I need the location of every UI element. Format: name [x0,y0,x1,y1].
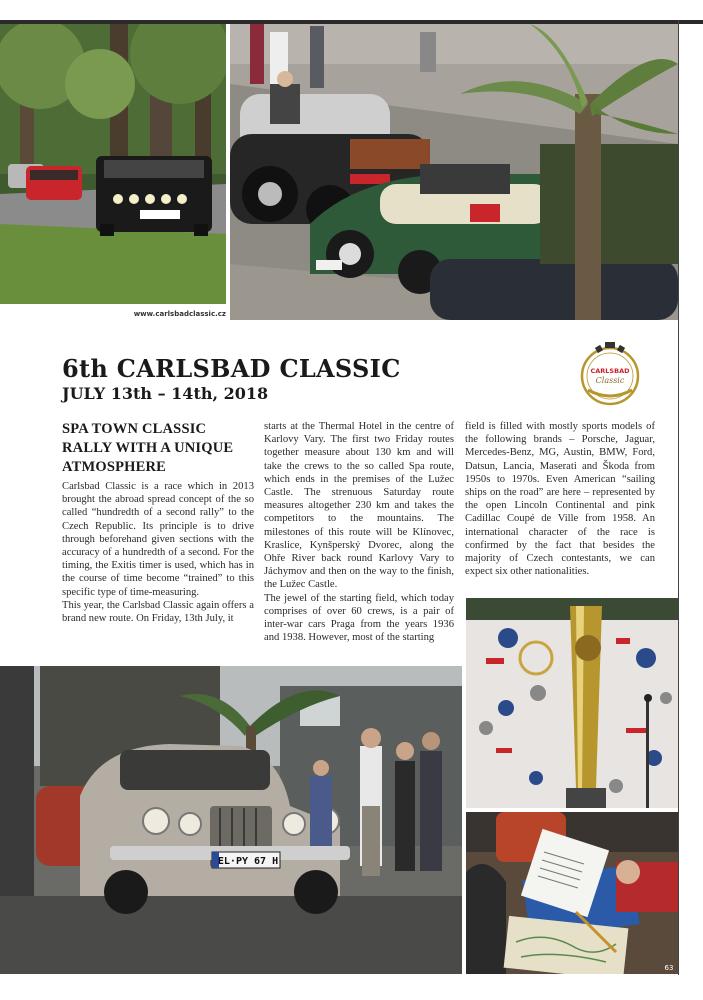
photo-vintage-cars-parade [230,24,678,320]
paragraph: starts at the Thermal Hotel in the centre of Karlovy Vary. The first two Friday routes together measure about 130 km and will take the crews to the so called Spa route, which ends in the premises of the Lužec Castle. The strenuous Saturday route measures altogether 230 km and takes the competitors to the mountains. The milestones of this route will be Klínovec, Kraslice, Kynšperský Dvorec, along the Ohře River back round Karlovy Vary to Jáchymov and then on the way to the finish, the Lužec Castle. [264,421,454,591]
text-column-1 [62,420,254,625]
section-heading [62,420,254,477]
page-number: 63 [664,964,674,972]
photo-jaguar-crowd [0,666,462,974]
paragraph: This year, the Carlsbad Classic again offers a brand new route. On Friday, 13th July, it [62,599,254,625]
text-column-2 [264,420,454,644]
section-heading-line: ATMOSPHERE [62,459,167,475]
photo-rally-forest-road [0,24,226,304]
article-title: 6th CARLSBAD CLASSIC [62,354,401,383]
paragraph: Carlsbad Classic is a race which in 2013 brought the abroad spread concept of the so called “hundredth of a second rally” to the Czech Republic. Its principle is to drive through beforehand given sections with the accuracy of a hundredth of a second. For the timing, the Exitis timer is used, which has in the course of time become “trained” to this specific type of time-measuring. [62,481,254,598]
carlsbad-classic-logo [578,340,642,406]
license-plate: EL·PY 67 H [217,856,279,867]
logo-script: Classic [595,376,625,385]
website-credit: www.carlsbadclassic.cz [133,310,226,318]
photo-trophy [466,598,678,808]
right-margin-rule [678,20,679,975]
article-date: JULY 13th – 14th, 2018 [62,384,269,403]
logo-wordmark: CARLSBAD [590,367,630,375]
paragraph: The jewel of the starting field, which today comprises of over 60 crews, is a pair of inter-war cars Praga from the years 1936 and 1938. However, most of the starting [264,592,454,644]
text-column-3 [465,420,655,578]
photo-navigator-map [466,812,678,974]
section-heading-line: SPA TOWN CLASSIC [62,421,207,437]
paragraph: field is filled with mostly sports models of the following brands – Porsche, Jaguar, Mercedes-Benz, MG, Austin, BMW, Ford, Datsun, Lancia, Maserati and Škoda from 1950s to 1970s. Even American “sailing ships on the road” are here – represented by the open Lincoln Continental and pink Cadillac Coupé de Ville from 1958. An international character of the race is confirmed by the fact that besides the majority of Czech contestants, we can expect six other nationalities. [465,421,655,578]
section-heading-line: RALLY WITH A UNIQUE [62,440,234,456]
